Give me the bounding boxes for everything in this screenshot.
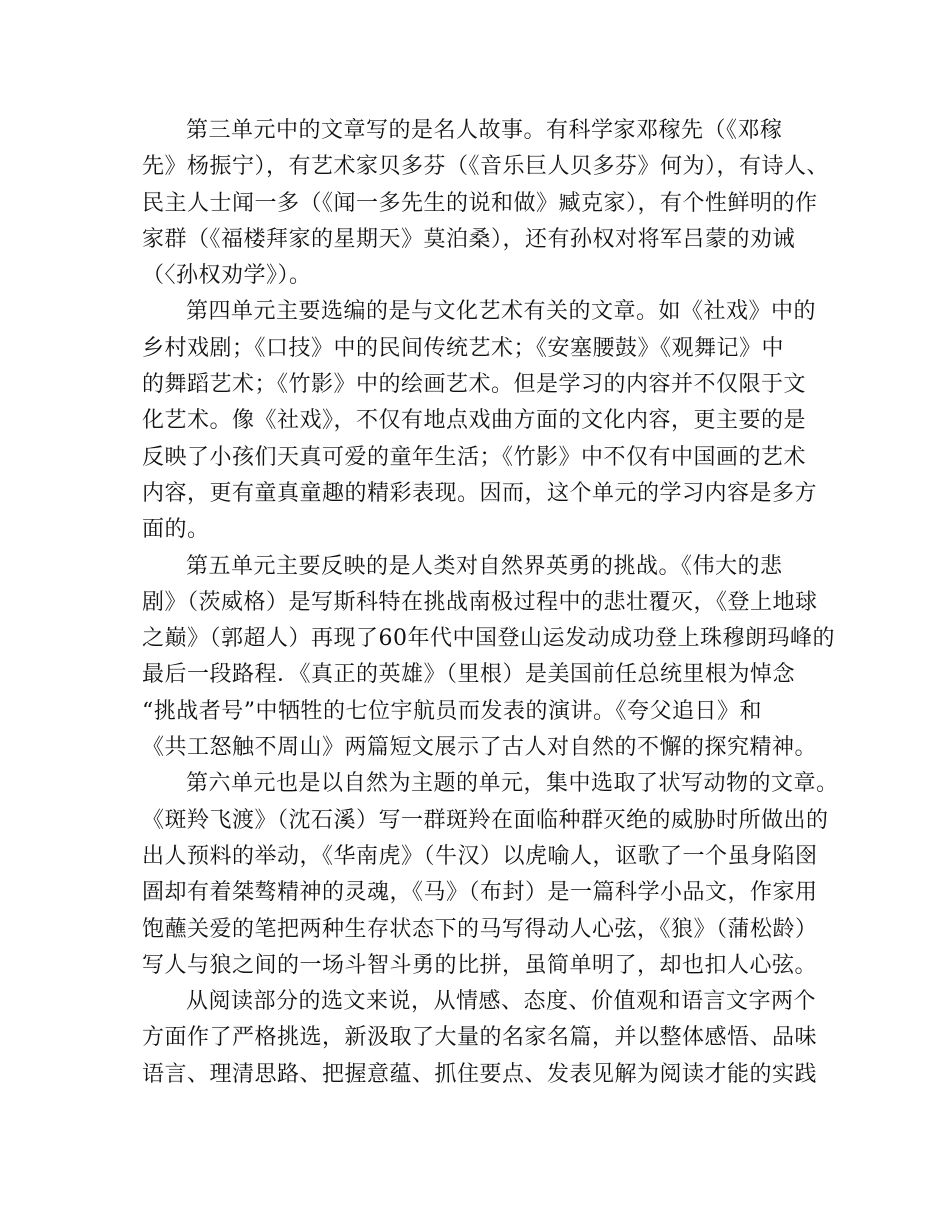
text-line: 语言、理清思路、把握意蕴、抓住要点、发表见解为阅读才能的实践: [142, 1061, 818, 1087]
text-line: 的舞蹈艺术；《竹影》中的绘画艺术。但是学习的内容并不仅限于文: [142, 372, 807, 398]
text-line: 饱蘸关爱的笔把两种生存状态下的马写得动人心弦，《狼》（蒲松龄）: [142, 916, 818, 942]
text-line: 第三单元中的文章写的是名人故事。有科学家邓稼先（《邓稼: [186, 118, 783, 143]
paragraph-unit-5: [142, 549, 835, 767]
text-line: 乡村戏剧；《口技》中的民间传统艺术；《安塞腰鼓》《观舞记》中: [142, 335, 785, 361]
text-line: 出人预料的举动，《华南虎》（牛汉）以虎喻人，讴歌了一个虽身陷囹: [142, 843, 818, 869]
text-line: 第四单元主要选编的是与文化艺术有关的文章。如《社戏》中的: [186, 299, 817, 325]
document-body: [142, 113, 839, 1093]
text-line: 写人与狼之间的一场斗智斗勇的比拼，虽简单明了，却也扣人心弦。: [142, 952, 818, 978]
paragraph-reading-summary: [142, 984, 818, 1093]
text-line: 第六单元也是以自然为主题的单元，集中选取了状写动物的文章。: [186, 771, 839, 797]
text-line: 内容，更有童真童趣的精彩表现。因而，这个单元的学习内容是多方: [142, 480, 818, 506]
paragraph-unit-6: [142, 766, 839, 984]
text-line: 从阅读部分的选文来说，从情感、态度、价值观和语言文字两个: [186, 989, 817, 1015]
paragraph-unit-3: [142, 113, 830, 294]
text-line: 《共工怒触不周山》两篇短文展示了古人对自然的不懈的探究精神。: [142, 735, 818, 761]
paragraph-unit-4: [142, 294, 818, 548]
text-line: 民主人士闻一多（《闻一多先生的说和做》臧克家），有个性鲜明的作: [142, 190, 818, 216]
text-line: 化艺术。像《社戏》，不仅有地点戏曲方面的文化内容，更主要的是: [142, 408, 807, 434]
text-line: 最后一段路程．《真正的英雄》（里根）是美国前任总统里根为悼念: [142, 662, 796, 688]
text-line: “挑战者号”中牺牲的七位宇航员而发表的演讲。《夸父追日》和: [142, 698, 762, 724]
text-line: 圄却有着桀骜精神的灵魂，《马》（布封）是一篇科学小品文，作家用: [142, 880, 818, 906]
text-line: 第五单元主要反映的是人类对自然界英勇的挑战。《伟大的悲: [186, 553, 783, 579]
text-line: 先》杨振宁），有艺术家贝多芬（《音乐巨人贝多芬》何为），有诗人、: [142, 154, 830, 180]
text-line: 之巅》（郭超人）再现了60年代中国登山运发动成功登上珠穆朗玛峰的: [142, 626, 835, 652]
text-line: 反映了小孩们天真可爱的童年生活；《竹影》中不仅有中国画的艺术: [142, 444, 807, 470]
text-line: 家群（《福楼拜家的星期天》莫泊桑），还有孙权对将军吕蒙的劝诫: [142, 226, 796, 252]
text-line: 剧》（茨威格）是写斯科特在挑战南极过程中的悲壮覆灭，《登上地球: [142, 589, 818, 615]
text-line: 面的。: [142, 517, 210, 543]
text-line: （〈孙权劝学》）。: [142, 263, 312, 289]
text-line: 方面作了严格挑选，新汲取了大量的名家名篇，并以整体感悟、品味: [142, 1025, 818, 1051]
text-line: 《斑羚飞渡》（沈石溪）写一群斑羚在面临种群灭绝的威胁时所做出的: [142, 807, 829, 833]
